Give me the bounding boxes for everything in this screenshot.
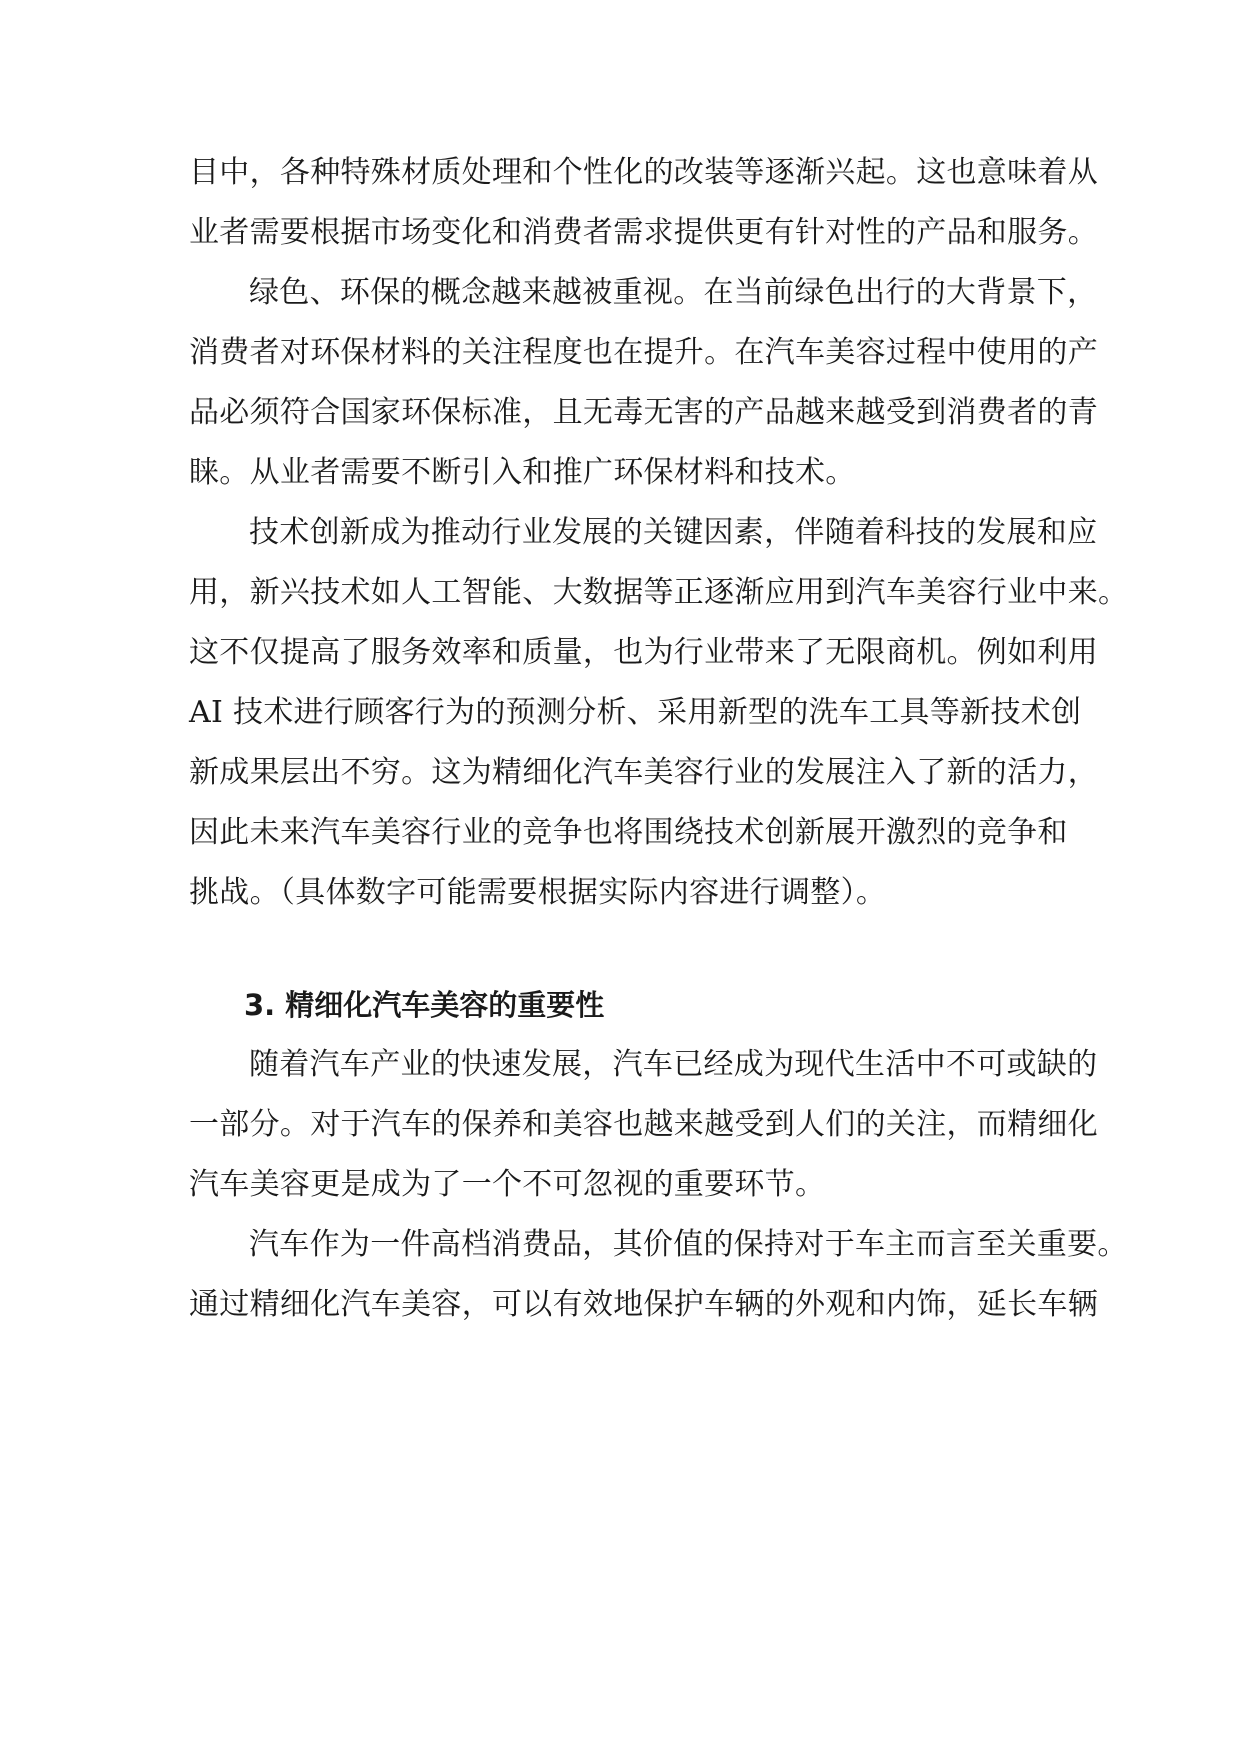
text-line: 消费者对环保材料的关注程度也在提升。在汽车美容过程中使用的产 <box>189 335 1098 370</box>
text-line: 目中，各种特殊材质处理和个性化的改装等逐渐兴起。这也意味着从 <box>189 155 1098 190</box>
paragraph <box>189 1035 1098 1215</box>
text-line: 新成果层出不穷。这为精细化汽车美容行业的发展注入了新的活力， <box>189 755 1098 790</box>
text-line: 通过精细化汽车美容，可以有效地保护车辆的外观和内饰，延长车辆 <box>189 1287 1098 1322</box>
text-line: 汽车美容更是成为了一个不可忽视的重要环节。 <box>189 1167 826 1202</box>
document-body <box>189 143 1129 1335</box>
text-line: AI 技术进行顾客行为的预测分析、采用新型的洗车工具等新技术创 <box>189 695 1082 730</box>
paragraph <box>189 143 1098 263</box>
text-line: 这不仅提高了服务效率和质量，也为行业带来了无限商机。例如利用 <box>189 635 1098 670</box>
paragraph <box>189 503 1129 923</box>
text-line: 挑战。（具体数字可能需要根据实际内容进行调整）。 <box>189 875 887 910</box>
text-line: 睐。从业者需要不断引入和推广环保材料和技术。 <box>189 455 856 490</box>
paragraph <box>189 263 1098 503</box>
text-line: 汽车作为一件高档消费品，其价值的保持对于车主而言至关重要。 <box>249 1227 1128 1262</box>
text-line: 因此未来汽车美容行业的竞争也将围绕技术创新展开激烈的竞争和 <box>189 815 1068 850</box>
text-line: 随着汽车产业的快速发展，汽车已经成为现代生活中不可或缺的 <box>249 1047 1098 1082</box>
text-line: 技术创新成为推动行业发展的关键因素，伴随着科技的发展和应 <box>249 515 1098 550</box>
paragraph <box>189 1215 1128 1335</box>
text-line: 品必须符合国家环保标准，且无毒无害的产品越来越受到消费者的青 <box>189 395 1098 430</box>
section-heading: 3. 精细化汽车美容的重要性 <box>244 988 605 1022</box>
text-line: 绿色、环保的概念越来越被重视。在当前绿色出行的大背景下， <box>249 275 1098 310</box>
text-line: 业者需要根据市场变化和消费者需求提供更有针对性的产品和服务。 <box>189 215 1098 250</box>
text-line: 用，新兴技术如人工智能、大数据等正逐渐应用到汽车美容行业中来。 <box>189 575 1129 610</box>
text-line: 一部分。对于汽车的保养和美容也越来越受到人们的关注，而精细化 <box>189 1107 1098 1142</box>
